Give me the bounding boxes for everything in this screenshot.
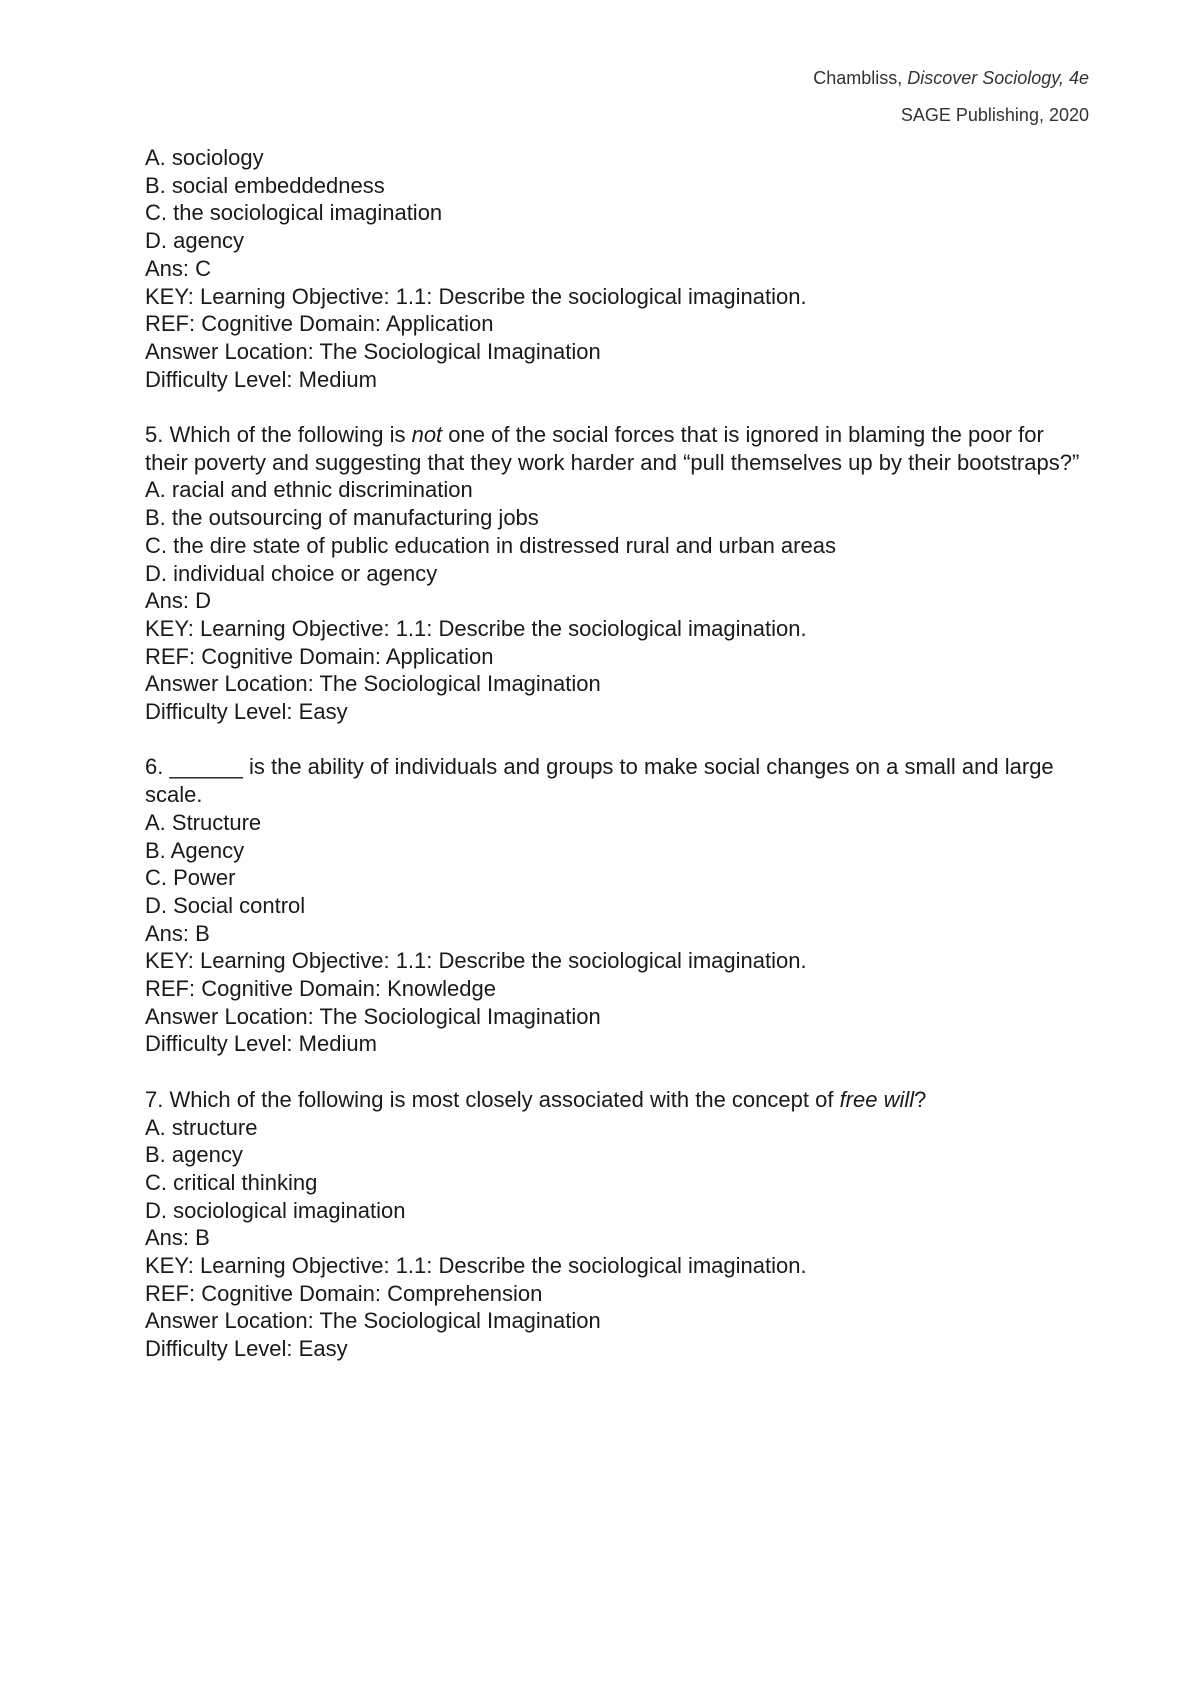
difficulty-level: Difficulty Level: Easy xyxy=(145,1336,348,1362)
difficulty-level: Difficulty Level: Medium xyxy=(145,366,377,392)
header-author: Chambliss, xyxy=(813,68,908,88)
answer-option: B. agency xyxy=(145,1142,243,1168)
learning-objective: KEY: Learning Objective: 1.1: Describe the sociological imagination. xyxy=(145,948,807,974)
question-4-tail xyxy=(145,144,1090,393)
question-6 xyxy=(145,753,1090,1058)
cognitive-domain: REF: Cognitive Domain: Application xyxy=(145,311,494,337)
answer-option: C. Power xyxy=(145,865,236,891)
answer-option: A. sociology xyxy=(145,145,264,170)
answer-location: Answer Location: The Sociological Imagination xyxy=(145,338,601,364)
answer-key: Ans: B xyxy=(145,1225,210,1251)
header-citation xyxy=(813,60,1089,97)
answer-option: B. social embeddedness xyxy=(145,172,385,198)
cognitive-domain: REF: Cognitive Domain: Comprehension xyxy=(145,1280,543,1306)
answer-option: D. sociological imagination xyxy=(145,1197,406,1223)
answer-option: D. Social control xyxy=(145,892,306,918)
answer-key: Ans: C xyxy=(145,255,212,281)
difficulty-level: Difficulty Level: Medium xyxy=(145,1031,377,1057)
answer-location: Answer Location: The Sociological Imagination xyxy=(145,1308,601,1334)
answer-option: A. structure xyxy=(145,1114,258,1140)
answer-option: B. the outsourcing of manufacturing jobs xyxy=(145,505,539,531)
question-stem: 7. Which of the following is most closely associated with the concept of free will? xyxy=(145,1086,927,1112)
answer-option: A. Structure xyxy=(145,809,262,835)
question-list xyxy=(145,144,1090,1363)
answer-option: A. racial and ethnic discrimination xyxy=(145,477,473,503)
question-5 xyxy=(145,421,1090,726)
learning-objective: KEY: Learning Objective: 1.1: Describe the sociological imagination. xyxy=(145,1253,807,1279)
difficulty-level: Difficulty Level: Easy xyxy=(145,699,348,725)
answer-option: B. Agency xyxy=(145,837,245,863)
answer-option: C. the sociological imagination xyxy=(145,200,443,226)
answer-key: Ans: B xyxy=(145,920,210,946)
cognitive-domain: REF: Cognitive Domain: Knowledge xyxy=(145,976,496,1002)
answer-key: Ans: D xyxy=(145,588,212,614)
answer-option: D. agency xyxy=(145,228,245,254)
answer-option: C. critical thinking xyxy=(145,1169,318,1195)
learning-objective: KEY: Learning Objective: 1.1: Describe the sociological imagination. xyxy=(145,283,807,309)
question-stem: 6. ______ is the ability of individuals and groups to make social changes on a small and large scale. xyxy=(145,754,1060,808)
answer-option: C. the dire state of public education in distressed rural and urban areas xyxy=(145,532,836,558)
cognitive-domain: REF: Cognitive Domain: Application xyxy=(145,643,494,669)
header-publisher: SAGE Publishing, 2020 xyxy=(900,105,1089,125)
question-7 xyxy=(145,1086,1090,1363)
header-book-title: Discover Sociology, 4e xyxy=(907,68,1089,88)
page-header xyxy=(813,60,1089,134)
answer-location: Answer Location: The Sociological Imagination xyxy=(145,1003,601,1029)
learning-objective: KEY: Learning Objective: 1.1: Describe the sociological imagination. xyxy=(145,615,807,641)
answer-option: D. individual choice or agency xyxy=(145,560,438,586)
question-stem: 5. Which of the following is not one of the social forces that is ignored in blaming the poor for their poverty and suggesting that they work harder and “pull themselves up by their bootstraps?” xyxy=(145,422,1080,475)
answer-location: Answer Location: The Sociological Imagination xyxy=(145,671,601,697)
